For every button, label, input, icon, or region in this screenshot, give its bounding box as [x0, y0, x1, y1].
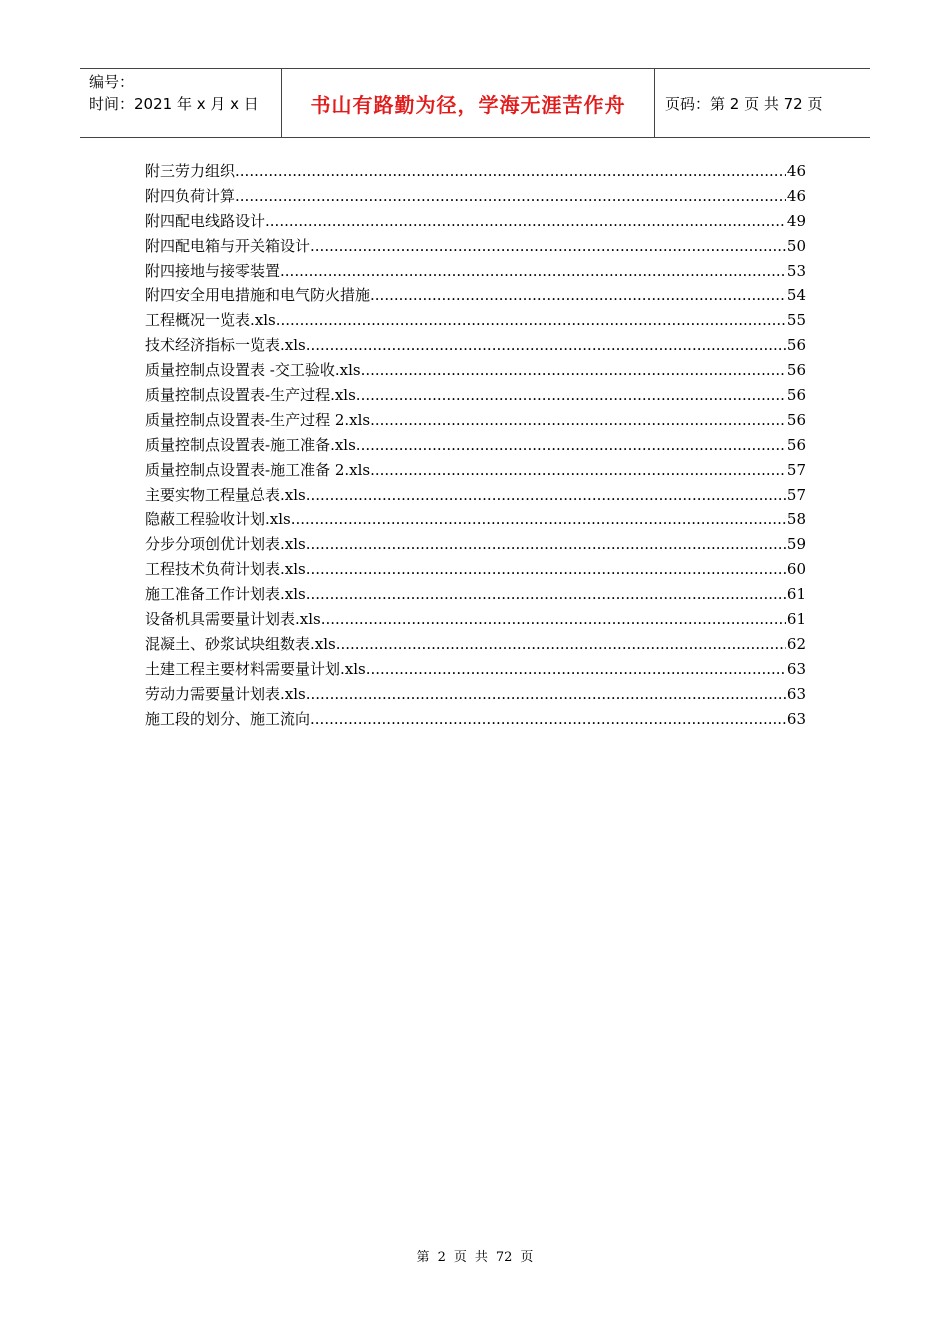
toc-entry-page: 55: [786, 311, 806, 330]
toc-entry-page: 56: [786, 435, 806, 454]
table-of-contents: [145, 160, 806, 732]
footer-di: 第: [416, 1250, 430, 1265]
toc-entry-title: 附四负荷计算: [145, 186, 236, 205]
toc-entry-page: 61: [786, 610, 806, 629]
toc-dot-leader: [306, 685, 786, 703]
toc-entry[interactable]: [145, 409, 806, 434]
toc-dot-leader: [356, 386, 786, 404]
header-page-number: 页码：第 2 页 共 72 页: [665, 94, 823, 113]
toc-entry-title: 分步分项创优计划表.xls: [145, 535, 306, 554]
toc-entry-title: 施工准备工作计划表.xls: [145, 585, 306, 604]
toc-entry[interactable]: [145, 260, 806, 285]
toc-entry-page: 63: [786, 709, 806, 728]
toc-dot-leader: [265, 212, 786, 230]
toc-entry[interactable]: [145, 533, 806, 558]
header-motto-cell: [282, 69, 655, 137]
toc-entry[interactable]: [145, 558, 806, 583]
toc-entry-title: 工程概况一览表.xls: [145, 311, 276, 330]
toc-entry[interactable]: [145, 309, 806, 334]
toc-entry-title: 附四配电线路设计: [145, 211, 266, 230]
toc-entry-page: 46: [786, 186, 806, 205]
toc-entry-title: 质量控制点设置表-施工准备 2.xls: [145, 460, 371, 479]
page-footer: [0, 1246, 950, 1265]
toc-entry[interactable]: [145, 508, 806, 533]
toc-entry-page: 63: [786, 659, 806, 678]
toc-entry-page: 56: [786, 410, 806, 429]
document-time-label: 时间：2021 年 x 月 x 日: [89, 95, 259, 113]
toc-entry-page: 50: [786, 236, 806, 255]
toc-entry-title: 技术经济指标一览表.xls: [145, 336, 306, 355]
toc-dot-leader: [306, 535, 786, 553]
toc-entry[interactable]: [145, 384, 806, 409]
toc-entry-title: 劳动力需要量计划表.xls: [145, 684, 306, 703]
footer-ye2: 页: [520, 1250, 534, 1265]
toc-dot-leader: [310, 237, 786, 255]
toc-dot-leader: [306, 336, 786, 354]
toc-dot-leader: [235, 187, 786, 205]
toc-entry-page: 56: [786, 336, 806, 355]
toc-entry[interactable]: [145, 459, 806, 484]
footer-ye: 页: [453, 1250, 467, 1265]
toc-dot-leader: [306, 585, 786, 603]
toc-entry-page: 49: [786, 211, 806, 230]
toc-entry-title: 土建工程主要材料需要量计划.xls: [145, 659, 366, 678]
toc-entry-page: 56: [786, 361, 806, 380]
toc-dot-leader: [370, 286, 786, 304]
toc-entry-page: 56: [786, 386, 806, 405]
toc-entry-page: 61: [786, 585, 806, 604]
toc-entry-title: 附四安全用电措施和电气防火措施: [145, 286, 371, 305]
toc-entry-page: 57: [786, 485, 806, 504]
toc-entry-page: 59: [786, 535, 806, 554]
toc-entry-title: 主要实物工程量总表.xls: [145, 485, 306, 504]
footer-gong: 共: [474, 1250, 488, 1265]
toc-entry[interactable]: [145, 334, 806, 359]
toc-dot-leader: [336, 635, 786, 653]
toc-entry[interactable]: [145, 583, 806, 608]
toc-entry-title: 设备机具需要量计划表.xls: [145, 610, 321, 629]
toc-dot-leader: [235, 162, 786, 180]
toc-dot-leader: [370, 461, 786, 479]
toc-entry-page: 57: [786, 460, 806, 479]
header-meta: [80, 69, 282, 137]
toc-dot-leader: [306, 560, 786, 578]
toc-dot-leader: [291, 510, 786, 528]
toc-dot-leader: [321, 610, 786, 628]
toc-dot-leader: [306, 486, 786, 504]
toc-entry[interactable]: [145, 235, 806, 260]
toc-entry[interactable]: [145, 633, 806, 658]
toc-entry-title: 附四接地与接零装置: [145, 261, 281, 280]
toc-dot-leader: [276, 311, 786, 329]
toc-entry[interactable]: [145, 683, 806, 708]
toc-entry[interactable]: [145, 210, 806, 235]
document-number-label: 编号：: [89, 73, 135, 91]
toc-entry[interactable]: [145, 484, 806, 509]
toc-entry-title: 施工段的划分、施工流向: [145, 709, 311, 728]
toc-dot-leader: [366, 660, 786, 678]
toc-entry-title: 附三劳力组织: [145, 162, 236, 180]
toc-entry-title: 质量控制点设置表-施工准备.xls: [145, 435, 356, 454]
toc-entry[interactable]: [145, 160, 806, 185]
toc-entry-title: 附四配电箱与开关箱设计: [145, 236, 311, 255]
toc-dot-leader: [370, 411, 786, 429]
toc-entry-page: 53: [786, 261, 806, 280]
toc-entry-page: 63: [786, 684, 806, 703]
toc-entry-title: 质量控制点设置表-生产过程.xls: [145, 386, 356, 405]
toc-entry[interactable]: [145, 658, 806, 683]
page-header: [80, 68, 870, 138]
toc-entry[interactable]: [145, 708, 806, 733]
toc-entry-page: 54: [786, 286, 806, 305]
toc-entry-title: 质量控制点设置表-生产过程 2.xls: [145, 410, 371, 429]
toc-entry[interactable]: [145, 185, 806, 210]
toc-dot-leader: [356, 436, 786, 454]
toc-dot-leader: [361, 361, 786, 379]
toc-entry-page: 60: [786, 560, 806, 579]
header-motto: 书山有路勤为径，学海无涯苦作舟: [310, 92, 626, 117]
toc-entry[interactable]: [145, 434, 806, 459]
toc-dot-leader: [310, 710, 786, 728]
toc-dot-leader: [280, 262, 786, 280]
toc-entry[interactable]: [145, 359, 806, 384]
footer-total-pages: 72: [495, 1250, 513, 1265]
toc-entry-page: 46: [786, 162, 806, 180]
footer-page-number: 2: [437, 1250, 446, 1265]
header-page-cell: [655, 69, 870, 137]
toc-entry-page: 62: [786, 634, 806, 653]
toc-entry[interactable]: [145, 608, 806, 633]
toc-entry[interactable]: [145, 284, 806, 309]
toc-entry-title: 隐蔽工程验收计划.xls: [145, 510, 291, 529]
toc-entry-title: 工程技术负荷计划表.xls: [145, 560, 306, 579]
toc-entry-title: 质量控制点设置表 -交工验收.xls: [145, 361, 361, 380]
toc-entry-page: 58: [786, 510, 806, 529]
toc-entry-title: 混凝土、砂浆试块组数表.xls: [145, 634, 336, 653]
